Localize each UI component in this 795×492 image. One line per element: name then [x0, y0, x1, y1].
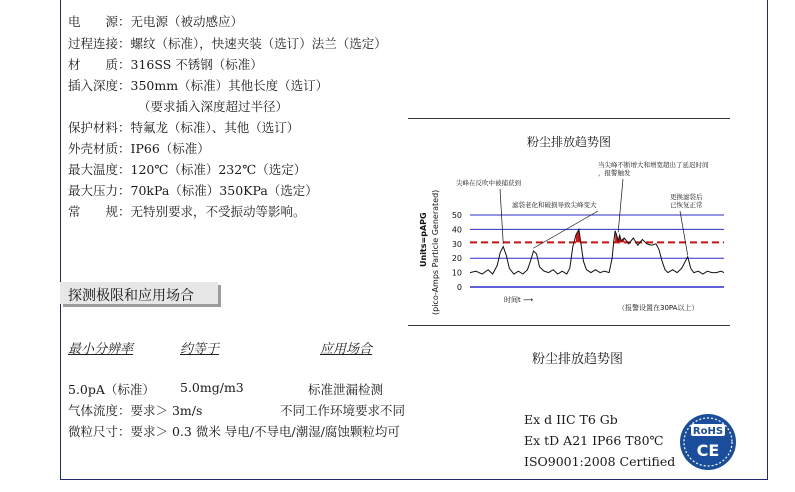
spec-value: IP66（标准） — [130, 141, 210, 156]
spec-value: 无电源（被动感应） — [130, 14, 244, 29]
spec-row — [138, 99, 288, 115]
cert-line: Ex tD A21 IP66 T80℃ — [524, 433, 664, 448]
y-tick-label: 40 — [451, 225, 462, 235]
x-axis-label: 时间t ⟶ — [504, 296, 534, 304]
spec-label: 外壳材质： — [68, 141, 131, 156]
y-tick-label: 10 — [451, 268, 462, 278]
series-line — [470, 229, 724, 274]
spec-value: 螺纹（标准），快速夹装（选订）法兰（选定） — [130, 36, 387, 51]
table-cell: 5.0pA（标准） — [68, 382, 155, 397]
spec-label: 最大温度： — [68, 162, 131, 177]
spec-label: 过程连接： — [68, 36, 131, 51]
table-cell: 5.0mg/m3 — [180, 380, 244, 395]
rohs-ce-logo — [678, 412, 738, 476]
spec-row — [68, 78, 328, 94]
frame-right-border — [767, 0, 768, 480]
y-tick-label: 0 — [456, 283, 462, 292]
y-tick-label: 20 — [451, 254, 462, 264]
table-header-application: 应用场合 — [320, 342, 373, 357]
annotation-arrow — [618, 179, 623, 232]
spec-label: 保护材料： — [68, 120, 131, 135]
spec-row — [68, 36, 387, 52]
spec-row — [68, 141, 210, 157]
spec-value: 无特别要求，不受振动等影响。 — [130, 204, 306, 219]
spec-value: 特氟龙（标准）、其他（选订） — [130, 120, 300, 135]
spec-label: 插入深度： — [68, 78, 131, 93]
spec-row — [68, 14, 243, 30]
annotation-label: 当尖峰不断增大和增宽超出了延迟时间，报警触发 — [598, 161, 709, 177]
spec-label: 最大压力： — [68, 183, 131, 198]
section-heading — [60, 282, 218, 304]
annotation-label: 尖峰在反吹中被捕获到 — [456, 179, 521, 187]
spec-value: 70kPa（标准）350KPa（选定） — [130, 183, 318, 198]
table-cell: 不同工作环境要求不同 — [280, 403, 406, 418]
threshold-note: （报警设置在30PA以上） — [618, 304, 699, 312]
y-tick-label: 30 — [451, 239, 462, 249]
spec-value: 316SS 不锈钢（标准） — [130, 57, 263, 72]
table-cell: 微粒尺寸：要求＞ 0.3 微米 导电/不导电/潮湿/腐蚀颗粒均可 — [68, 424, 400, 439]
spec-value: （要求插入深度超过半径） — [138, 99, 289, 114]
trend-chart — [408, 119, 730, 325]
annotation-arrow — [500, 189, 503, 244]
table-header-resolution: 最小分辨率 — [68, 342, 134, 357]
annotation-arrow — [680, 211, 688, 255]
spec-label: 电 源： — [68, 14, 131, 29]
spec-row — [68, 57, 263, 73]
spec-row — [68, 162, 306, 178]
chart-container — [408, 118, 730, 326]
spec-label: 材 质： — [68, 57, 131, 72]
y-tick-label: 50 — [451, 211, 462, 220]
spec-row — [68, 120, 299, 136]
section-title: 探测极限和应用场合 — [68, 288, 194, 304]
spec-row — [68, 204, 306, 220]
table-header-equivalent: 约等于 — [180, 342, 220, 357]
annotation-label: 滤袋老化和破损导致尖峰变大 — [512, 201, 597, 209]
table-cell: 标准泄漏检测 — [308, 382, 384, 397]
table-cell: 气体流度：要求＞ 3m/s — [68, 403, 203, 418]
cert-line: Ex d IIC T6 Gb — [524, 412, 618, 427]
logo-rohs-text: RoHS — [692, 426, 724, 437]
chart-caption: 粉尘排放趋势图 — [532, 352, 624, 367]
logo-ce-text: CE — [696, 441, 720, 460]
rohs-ce-seal-icon — [678, 412, 738, 472]
y-axis-sublabel: (pico-Amps Particle Generated) — [431, 189, 440, 315]
spec-label: 常 规： — [68, 204, 131, 219]
chart-title: 粉尘排放趋势图 — [526, 135, 611, 149]
spec-value: 120℃（标准）232℃（选定） — [130, 162, 307, 177]
spec-value: 350mm（标准）其他长度（选订） — [130, 78, 329, 93]
cert-line: ISO9001:2008 Certified — [524, 454, 676, 469]
y-axis-label: Units=pAPG — [419, 212, 428, 267]
annotation-label: 更换滤袋后已恢复正常 — [670, 193, 703, 209]
frame-bottom-border — [60, 479, 768, 480]
frame-left-border — [60, 0, 61, 480]
spec-row — [68, 183, 318, 199]
